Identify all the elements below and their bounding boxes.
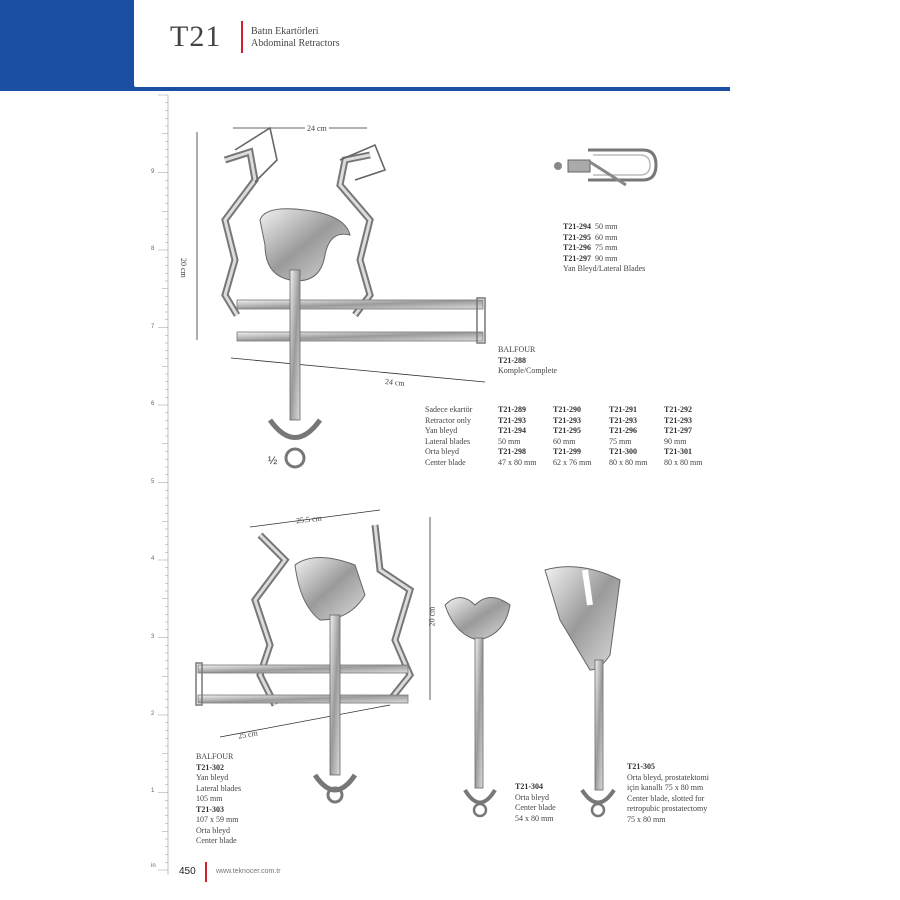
ruler-label-8: 8 [151, 246, 155, 252]
dimension-bottom-top-width: 25.5 cm [295, 513, 323, 526]
list-item: T21-296 75 mm [563, 243, 618, 252]
center-blade-304-illustration [440, 590, 520, 830]
spec-table-column: T21-289 T21-293 T21-294 50 mm T21-298 47 x 80 mm [498, 405, 537, 467]
spec-table-column: T21-292 T21-293 T21-297 90 mm T21-301 80 x 80 mm [664, 405, 703, 467]
dimension-bottom-width: 24 cm [384, 376, 406, 389]
ruler-label-1: 1 [151, 788, 155, 794]
page-number: 450 [179, 866, 196, 877]
product-code: T21-305 [627, 762, 655, 771]
list-item: T21-294 50 mm [563, 222, 618, 231]
scale-indicator: ½ [268, 455, 278, 467]
product-code: T21-288 [498, 355, 526, 365]
item-304-block: T21-304 Orta bleyd Center blade 54 x 80 mm [515, 782, 556, 823]
ruler-label-3: 3 [151, 634, 155, 640]
product-name: BALFOUR [196, 752, 234, 761]
product-desc: Komple/Complete [498, 366, 558, 375]
spec-table-column: T21-290 T21-293 T21-295 60 mm T21-299 62 x 76 mm [553, 405, 592, 467]
balfour-top-block [498, 345, 557, 377]
spec-table-column: T21-291 T21-293 T21-296 75 mm T21-300 80 x 80 mm [609, 405, 648, 467]
list-item: T21-297 90 mm [563, 253, 618, 263]
ruler-label-4: 4 [151, 556, 155, 562]
ruler-label-5: 5 [151, 479, 155, 485]
balfour-bottom-block: BALFOUR T21-302 Yan bleyd Lateral blades 105 mm T21-303 107 x 59 mm Orta bleyd Center blade [196, 752, 242, 845]
product-code: T21-302 [196, 762, 224, 772]
item-305-block: T21-305 Orta bleyd, prostatektomi için kanallı 75 x 80 mm Center blade, slotted for retropubic prostatectomy 75 x 80 mm [627, 762, 709, 824]
title-english: Abdominal Retractors [251, 38, 340, 49]
dimension-bottom-height: 20 cm [427, 606, 437, 627]
lateral-blades-caption: Yan Bleyd/Lateral Blades [563, 264, 646, 273]
dimension-top-width: 24 cm [307, 124, 327, 133]
lateral-blades-list [563, 222, 645, 275]
dimension-bottom-bottom-width: 25 cm [237, 728, 259, 741]
header-band [0, 0, 150, 90]
ruler-label-7: 7 [151, 324, 155, 330]
product-code: T21-304 [515, 782, 543, 791]
product-code: T21-303 [196, 804, 224, 814]
title-turkish: Batın Ekartörleri [251, 26, 319, 37]
header-divider [241, 21, 243, 53]
catalog-code: T21 [170, 20, 222, 53]
dimension-height: 20 cm [179, 258, 188, 278]
inch-ruler [148, 95, 172, 875]
ruler-label-6: 6 [151, 401, 155, 407]
spec-table-labels: Sadece ekartör Retractor only Yan bleyd Lateral blades Orta bleyd Center blade [425, 405, 473, 467]
header-rule [0, 87, 730, 91]
ruler-label-9: 9 [151, 169, 155, 175]
list-item: T21-295 60 mm [563, 232, 618, 242]
ruler-label-2: 2 [151, 711, 155, 717]
website-link[interactable]: www.teknocer.com.tr [216, 868, 281, 875]
product-name: BALFOUR [498, 345, 536, 354]
footer-divider [205, 862, 207, 882]
lateral-blade-illustration [548, 140, 663, 200]
ruler-label-in: in [151, 863, 156, 869]
